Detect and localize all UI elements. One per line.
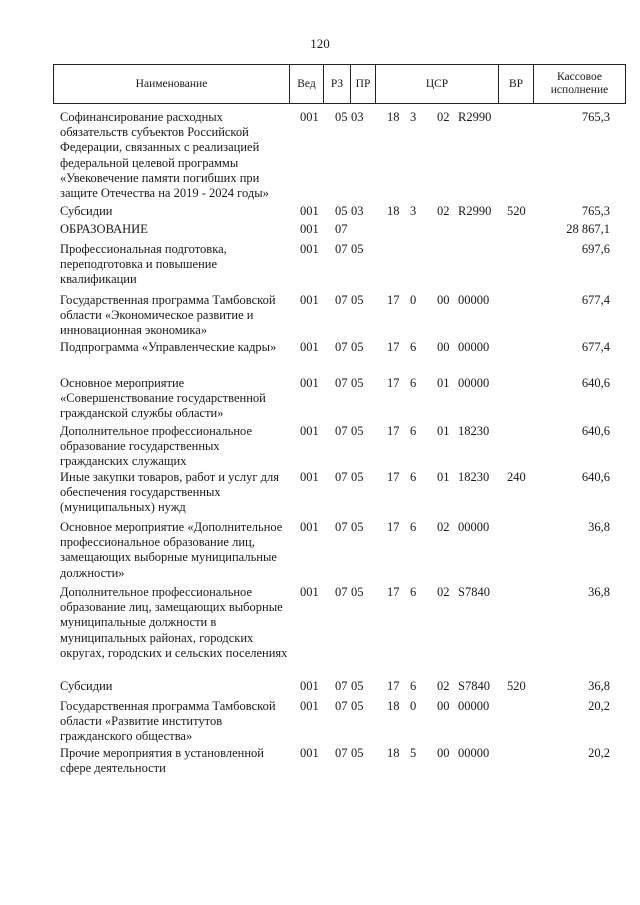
row-amount: 640,6 [581,470,610,484]
row-rz: 07 [335,222,348,236]
row-csr-program: 17 [387,679,400,693]
row-csr-direction: 00000 [458,376,490,390]
row-amount: 765,3 [581,204,610,218]
row-name: Дополнительное профессиональное образование лиц, замещающих выборные муниципальные должности в муниципальных районах, городских округах, городских и сельских поселениях [60,585,288,660]
row-rz: 07 [335,585,348,599]
row-ved: 001 [300,699,319,713]
row-rz: 05 [335,110,348,124]
header-vr: ВР [499,65,534,103]
row-name: Софинансирование расходных обязательств субъектов Российской Федерации, связанных с реализацией федеральной целевой программы «Увековечение памяти погибших при защите Отечества на 2019 - 2024 годы» [60,110,269,201]
row-rz: 07 [335,293,348,307]
row-csr-direction: R2990 [458,110,492,124]
row-rz: 05 [335,204,348,218]
row-csr-direction: 00000 [458,340,490,354]
row-csr-program: 18 [387,746,400,760]
row-pr: 03 [351,110,364,124]
header-csr: ЦСР [376,65,499,103]
row-pr: 05 [351,585,364,599]
row-csr-program: 17 [387,424,400,438]
row-csr-program: 17 [387,340,400,354]
row-pr: 05 [351,340,364,354]
row-csr-direction: 18230 [458,470,490,484]
row-rz: 07 [335,376,348,390]
row-csr-activity: 00 [437,293,450,307]
row-amount: 36,8 [588,679,610,693]
row-csr-subprogram: 5 [410,746,417,760]
row-rz: 07 [335,746,348,760]
row-amount: 20,2 [588,699,610,713]
row-csr-activity: 00 [437,746,450,760]
row-rz: 07 [335,340,348,354]
row-csr-direction: 00000 [458,293,490,307]
row-pr: 05 [351,424,364,438]
row-csr-program: 18 [387,110,400,124]
row-csr-program: 17 [387,376,400,390]
row-amount: 640,6 [581,376,610,390]
row-csr-direction: S7840 [458,679,490,693]
row-csr-activity: 00 [437,340,450,354]
row-ved: 001 [300,110,319,124]
row-pr: 05 [351,242,364,256]
row-csr-subprogram: 6 [410,424,417,438]
row-name: Государственная программа Тамбовской области «Экономическое развитие и инновационная экономика» [60,293,276,338]
header-amount: Кассовое исполнение [550,71,609,96]
row-csr-direction: 18230 [458,424,490,438]
row-amount: 677,4 [581,340,610,354]
row-csr-activity: 02 [437,204,450,218]
row-csr-direction: 00000 [458,699,490,713]
page-number: 120 [310,36,330,51]
row-csr-activity: 02 [437,110,450,124]
row-amount: 677,4 [581,293,610,307]
row-amount: 36,8 [588,520,610,534]
row-pr: 05 [351,746,364,760]
row-name: Субсидии [60,679,113,693]
row-csr-activity: 01 [437,470,450,484]
row-csr-direction: R2990 [458,204,492,218]
row-rz: 07 [335,424,348,438]
row-csr-activity: 02 [437,585,450,599]
row-csr-activity: 02 [437,679,450,693]
row-name: Основное мероприятие «Совершенствование государственной гражданской службы области» [60,376,266,421]
row-csr-program: 17 [387,520,400,534]
row-ved: 001 [300,424,319,438]
row-rz: 07 [335,242,348,256]
row-csr-activity: 01 [437,424,450,438]
row-rz: 07 [335,679,348,693]
row-amount: 765,3 [581,110,610,124]
row-csr-activity: 01 [437,376,450,390]
row-pr: 05 [351,699,364,713]
row-name: ОБРАЗОВАНИЕ [60,222,148,236]
row-pr: 05 [351,470,364,484]
row-amount: 28 867,1 [566,222,610,236]
row-csr-direction: 00000 [458,520,490,534]
row-name: Иные закупки товаров, работ и услуг для обеспечения государственных (муниципальных) нужд [60,470,280,515]
row-csr-program: 18 [387,699,400,713]
row-name: Профессиональная подготовка, переподготовка и повышение квалификации [60,242,227,287]
row-pr: 05 [351,293,364,307]
row-name: Прочие мероприятия в установленной сфере деятельности [60,746,264,776]
row-name: Субсидии [60,204,113,218]
row-amount: 20,2 [588,746,610,760]
row-ved: 001 [300,340,319,354]
row-csr-subprogram: 6 [410,340,417,354]
row-ved: 001 [300,746,319,760]
row-csr-subprogram: 3 [410,204,417,218]
table-header [53,64,626,104]
header-rz: РЗ [324,65,351,103]
row-ved: 001 [300,376,319,390]
header-ved: Вед [290,65,324,103]
row-csr-subprogram: 0 [410,293,417,307]
row-ved: 001 [300,293,319,307]
row-name: Подпрограмма «Управленческие кадры» [60,340,277,354]
row-vr: 520 [507,204,526,218]
row-ved: 001 [300,204,319,218]
row-csr-activity: 02 [437,520,450,534]
header-pr: ПР [351,65,376,103]
row-csr-program: 17 [387,293,400,307]
row-csr-program: 18 [387,204,400,218]
row-csr-subprogram: 6 [410,585,417,599]
row-csr-subprogram: 3 [410,110,417,124]
row-vr: 240 [507,470,526,484]
row-csr-direction: 00000 [458,746,490,760]
row-ved: 001 [300,470,319,484]
row-csr-program: 17 [387,585,400,599]
row-csr-subprogram: 6 [410,679,417,693]
row-pr: 05 [351,376,364,390]
row-ved: 001 [300,520,319,534]
row-csr-activity: 00 [437,699,450,713]
row-ved: 001 [300,585,319,599]
row-rz: 07 [335,470,348,484]
row-vr: 520 [507,679,526,693]
row-csr-subprogram: 6 [410,470,417,484]
row-ved: 001 [300,242,319,256]
row-csr-subprogram: 0 [410,699,417,713]
header-name: Наименование [54,65,290,103]
row-pr: 03 [351,204,364,218]
row-ved: 001 [300,222,319,236]
row-name: Государственная программа Тамбовской области «Развитие институтов гражданского общества» [60,699,276,744]
row-csr-direction: S7840 [458,585,490,599]
row-ved: 001 [300,679,319,693]
row-rz: 07 [335,520,348,534]
row-csr-subprogram: 6 [410,520,417,534]
row-amount: 640,6 [581,424,610,438]
row-name: Основное мероприятие «Дополнительное профессиональное образование лиц, замещающих выборные муниципальные должности» [60,520,283,580]
row-amount: 36,8 [588,585,610,599]
row-rz: 07 [335,699,348,713]
row-pr: 05 [351,679,364,693]
row-csr-subprogram: 6 [410,376,417,390]
row-pr: 05 [351,520,364,534]
row-name: Дополнительное профессиональное образование государственных гражданских служащих [60,424,252,469]
row-amount: 697,6 [581,242,610,256]
row-csr-program: 17 [387,470,400,484]
